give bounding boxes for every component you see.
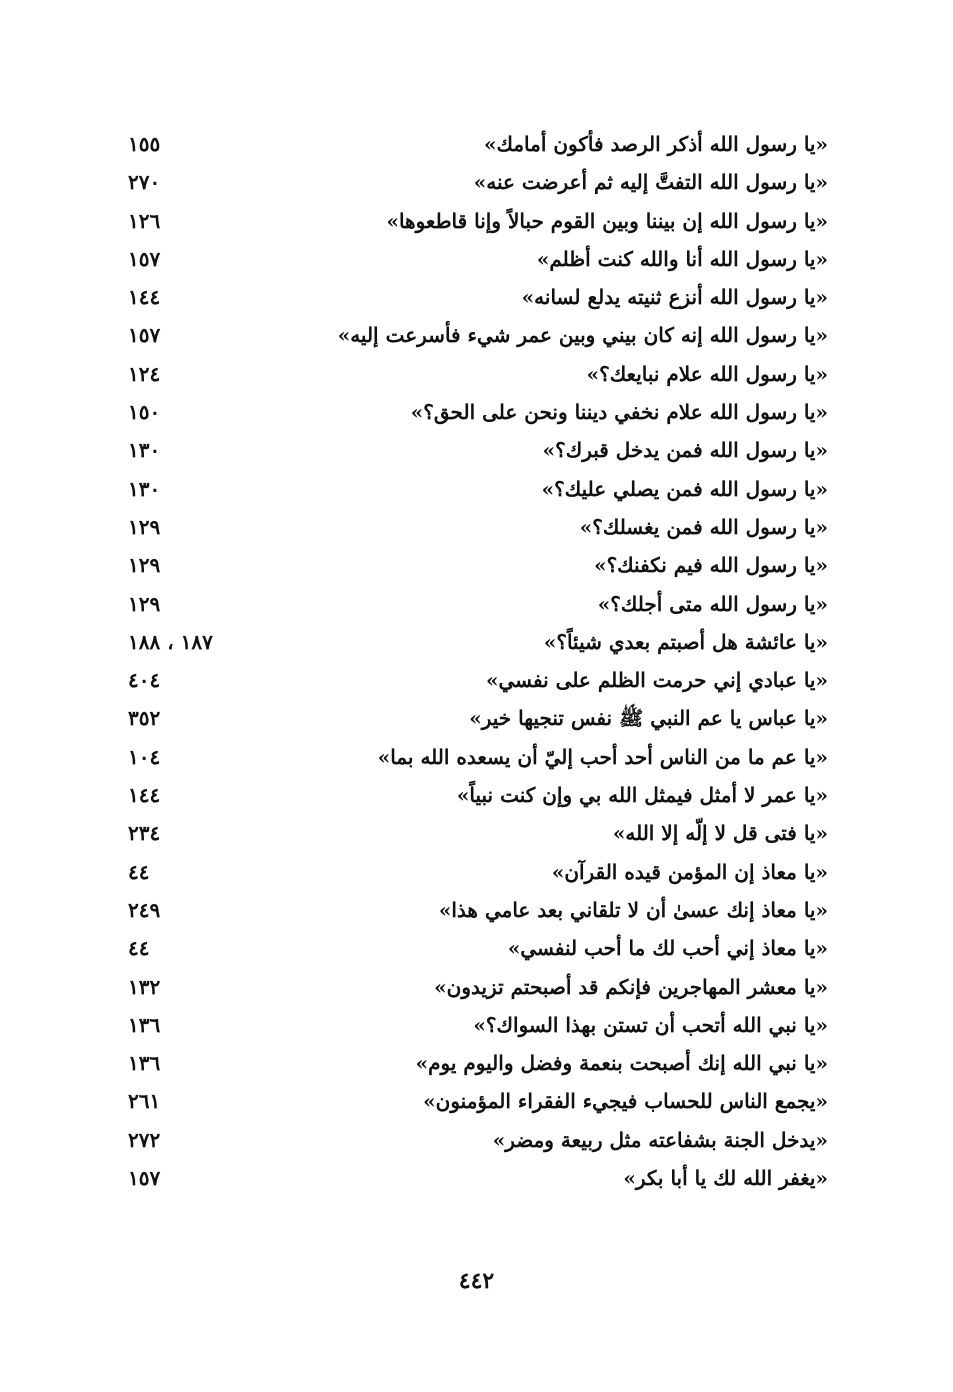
index-entry [128, 549, 828, 587]
entry-page-ref: ٢٧٢ [128, 1127, 161, 1152]
index-entry [128, 702, 828, 740]
index-entry [128, 319, 828, 357]
entry-text: «يا عباس يا عم النبي ﷺ نفس تنجيها خير» [469, 706, 828, 731]
index-entry [128, 626, 828, 664]
entry-text: «يا رسول الله إنه كان بيني وبين عمر شيء فأسرعت إليه» [337, 323, 828, 348]
entry-page-ref: ١٣٦ [128, 1051, 161, 1076]
index-entry [128, 166, 828, 204]
entry-text: «يا رسول الله فيم نكفنك؟» [594, 553, 828, 578]
index-entry [128, 511, 828, 549]
entry-text: «يا رسول الله فمن يدخل قبرك؟» [542, 438, 828, 463]
index-entry [128, 396, 828, 434]
entry-text: «يا عائشة هل أصبتم بعدي شيئاً؟» [543, 629, 828, 654]
entry-text: «يغفر الله لك يا أبا بكر» [623, 1166, 828, 1191]
entry-text: «يا رسول الله علام نبايعك؟» [586, 361, 828, 386]
entry-text: «يا فتى قل لا إلّه إلا الله» [612, 821, 828, 846]
index-entry [128, 817, 828, 855]
entry-text: «يا رسول الله أنزع ثنيته يدلع لسانه» [521, 285, 828, 310]
index-entry [128, 358, 828, 396]
entry-page-ref: ٢٦١ [128, 1089, 161, 1114]
hadith-index-list [128, 128, 828, 1200]
index-entry [128, 932, 828, 970]
entry-page-ref: ١٢٦ [128, 208, 161, 233]
entry-page-ref: ١٢٤ [128, 361, 161, 386]
index-entry [128, 1009, 828, 1047]
entry-text: «يدخل الجنة بشفاعته مثل ربيعة ومضر» [492, 1127, 828, 1152]
entry-page-ref: ٢٤٩ [128, 897, 161, 922]
entry-text: «يا رسول الله علام نخفي ديننا ونحن على الحق؟» [410, 400, 828, 425]
index-entry [128, 1047, 828, 1085]
entry-page-ref: ٤٤ [128, 936, 150, 961]
index-entry [128, 473, 828, 511]
entry-page-ref: ١٠٤ [128, 744, 161, 769]
entry-page-ref: ١٥٥ [128, 132, 161, 156]
page-number: ٤٤٢ [458, 1268, 495, 1294]
entry-page-ref: ١٣٠ [128, 476, 161, 501]
index-entry [128, 779, 828, 817]
entry-text: «يا رسول الله متى أجلك؟» [597, 591, 828, 616]
entry-text: «يا معاذ إن المؤمن قيده القرآن» [551, 859, 828, 884]
index-entry [128, 856, 828, 894]
index-entry [128, 128, 828, 166]
index-entry [128, 281, 828, 319]
entry-page-ref: ١٣٢ [128, 974, 161, 999]
entry-page-ref: ١٣٦ [128, 1012, 161, 1037]
index-entry [128, 1124, 828, 1162]
entry-page-ref: ١٨٧ ، ١٨٨ [128, 629, 213, 654]
entry-text: «يا معشر المهاجرين فإنكم قد أصبحتم تزيدون» [434, 974, 828, 999]
entry-text: «يا معاذ إني أحب لك ما أحب لنفسي» [507, 936, 828, 961]
index-entry [128, 434, 828, 472]
entry-page-ref: ١٥٧ [128, 1166, 161, 1191]
entry-text: «يا معاذ إنك عسىٰ أن لا تلقاني بعد عامي هذا» [438, 897, 828, 922]
index-entry [128, 664, 828, 702]
index-entry [128, 741, 828, 779]
entry-page-ref: ١٥٠ [128, 400, 161, 425]
entry-page-ref: ١٤٤ [128, 285, 161, 310]
entry-text: «يا نبي الله أتحب أن تستن بهذا السواك؟» [473, 1012, 828, 1037]
entry-text: «يا رسول الله أنا والله كنت أظلم» [536, 246, 828, 271]
index-entry [128, 1085, 828, 1123]
entry-text: «يا رسول الله التفتَّ إليه ثم أعرضت عنه» [473, 170, 828, 195]
index-entry [128, 971, 828, 1009]
entry-page-ref: ١٥٧ [128, 246, 161, 271]
entry-text: «يا رسول الله إن بيننا وبين القوم حبالاً وإنا قاطعوها» [386, 208, 828, 233]
entry-page-ref: ٢٣٤ [128, 821, 161, 846]
index-entry [128, 1162, 828, 1200]
index-entry [128, 894, 828, 932]
index-entry [128, 243, 828, 281]
entry-page-ref: ١٢٩ [128, 553, 161, 578]
entry-text: «يا عبادي إني حرمت الظلم على نفسي» [485, 668, 828, 693]
index-entry [128, 588, 828, 626]
index-entry [128, 205, 828, 243]
entry-page-ref: ٤٤ [128, 859, 150, 884]
entry-page-ref: ١٣٠ [128, 438, 161, 463]
entry-page-ref: ٢٧٠ [128, 170, 161, 195]
entry-page-ref: ٣٥٢ [128, 706, 161, 731]
entry-text: «يا عم ما من الناس أحد أحب إليّ أن يسعده الله بما» [377, 744, 828, 769]
entry-page-ref: ١٢٩ [128, 514, 161, 539]
entry-text: «يا عمر لا أمثل فيمثل الله بي وإن كنت نبياً» [456, 783, 828, 808]
entry-text: «يا رسول الله فمن يصلي عليك؟» [541, 476, 828, 501]
entry-text: «يا رسول الله أذكر الرصد فأكون أمامك» [483, 132, 828, 156]
entry-text: «يا رسول الله فمن يغسلك؟» [579, 514, 828, 539]
entry-text: «يا نبي الله إنك أصبحت بنعمة وفضل واليوم يوم» [415, 1051, 828, 1076]
entry-page-ref: ١٤٤ [128, 783, 161, 808]
entry-page-ref: ٤٠٤ [128, 668, 161, 693]
entry-text: «يجمع الناس للحساب فيجيء الفقراء المؤمنون» [423, 1089, 828, 1114]
entry-page-ref: ١٢٩ [128, 591, 161, 616]
entry-page-ref: ١٥٧ [128, 323, 161, 348]
